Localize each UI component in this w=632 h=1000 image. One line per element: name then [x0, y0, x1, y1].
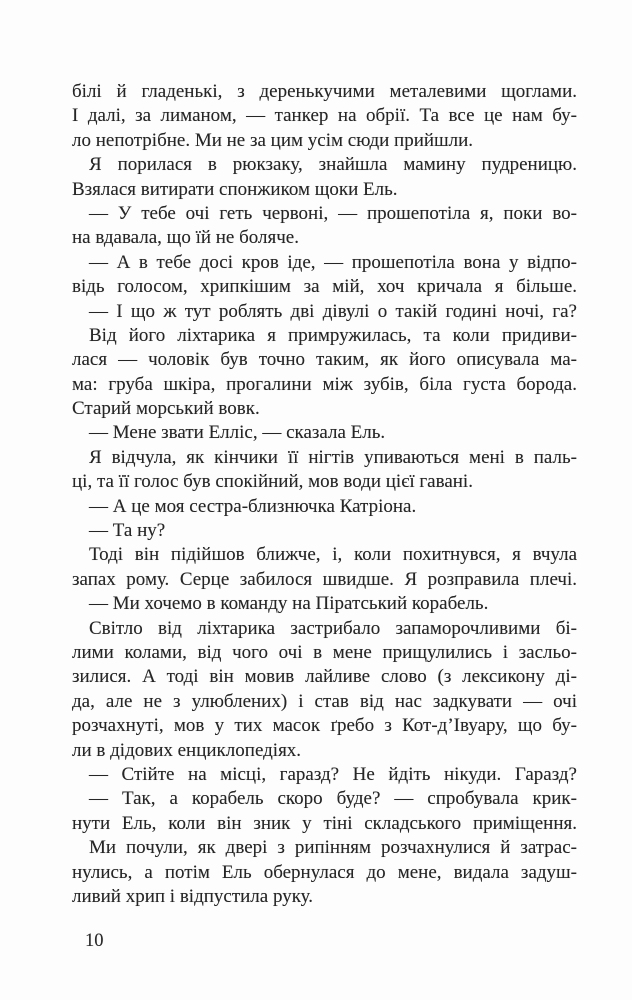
text-line: — Та ну?: [89, 520, 166, 542]
text-line: Тоді він підійшов ближче, і, коли похитнувся, я вчула: [89, 544, 577, 566]
text-line: зилися. А тоді він мовив лайливе слово (з лексикону ді-: [72, 666, 577, 688]
text-line: білі й гладенькі, з деренькучими металевими щоглами.: [72, 81, 577, 102]
text-line: — Мене звати Елліс, — сказала Ель.: [89, 422, 386, 444]
text-line: да, але не з улюблених) і став від нас задкувати — очі: [72, 690, 577, 712]
text-line: — Так, а корабель скоро буде? — спробувала крик-: [89, 788, 577, 810]
text-line: лими колами, від чого очі в мене прищулились і засльо-: [72, 641, 577, 663]
text-line: запах рому. Серце забилося швидше. Я розправила плечі.: [72, 568, 577, 590]
text-line: розчахнуті, мов у тих масок ґребо з Кот-д’Івуару, що бу-: [72, 715, 577, 737]
text-line: ливий хрип і відпустила руку.: [72, 885, 314, 907]
text-line: — Стійте на місці, гаразд? Не йдіть нікуди. Гаразд?: [89, 763, 577, 785]
text-line: І далі, за лиманом, — танкер на обрії. Та все це нам бу-: [72, 105, 577, 127]
text-line: лася — чоловік був точно таким, як його описувала ма-: [72, 349, 577, 371]
body-text: [72, 80, 577, 909]
text-line: — І що ж тут роблять дві дівулі о такій годині ночі, га?: [89, 300, 577, 322]
text-line: — Ми хочемо в команду на Піратський корабель.: [89, 593, 489, 615]
text-line: — У тебе очі геть червоні, — прошепотіла я, поки во-: [89, 202, 577, 224]
text-line: ло непотрібне. Ми не за цим усім сюди прийшли.: [72, 129, 474, 151]
text-line: нути Ель, коли він зник у тіні складського приміщення.: [72, 812, 577, 834]
text-line: ма: груба шкіра, прогалини між зубів, біла густа борода.: [72, 373, 577, 395]
text-line: Старий морський вовк.: [72, 398, 260, 420]
text-line: на вдавала, що їй не боляче.: [72, 227, 299, 249]
text-line: Від його ліхтарика я примружилась, та коли придиви-: [89, 324, 577, 346]
text-line: — А в тебе досі кров іде, — прошепотіла вона у відпо-: [89, 251, 577, 273]
page-number: 10: [85, 931, 104, 951]
text-line: ли в дідових енциклопедіях.: [72, 739, 302, 761]
text-line: — А це моя сестра-близнючка Катріона.: [89, 495, 417, 517]
text-line: ці, та її голос був спокійний, мов води цієї гавані.: [72, 471, 473, 493]
text-line: Світло від ліхтарика застрибало запаморочливими бі-: [89, 617, 577, 639]
text-line: відь голосом, хрипкішим за мій, хоч кричала я більше.: [72, 276, 577, 298]
text-line: Я порилася в рюкзаку, знайшла мамину пудреницю.: [89, 154, 577, 176]
text-line: Я відчула, як кінчики її нігтів упиваються мені в паль-: [89, 446, 577, 468]
text-line: Взялася витирати спонжиком щоки Ель.: [72, 178, 398, 200]
text-line: Ми почули, як двері з рипінням розчахнулися й затрас-: [89, 837, 577, 859]
text-line: нулись, а потім Ель обернулася до мене, видала задуш-: [72, 861, 577, 883]
